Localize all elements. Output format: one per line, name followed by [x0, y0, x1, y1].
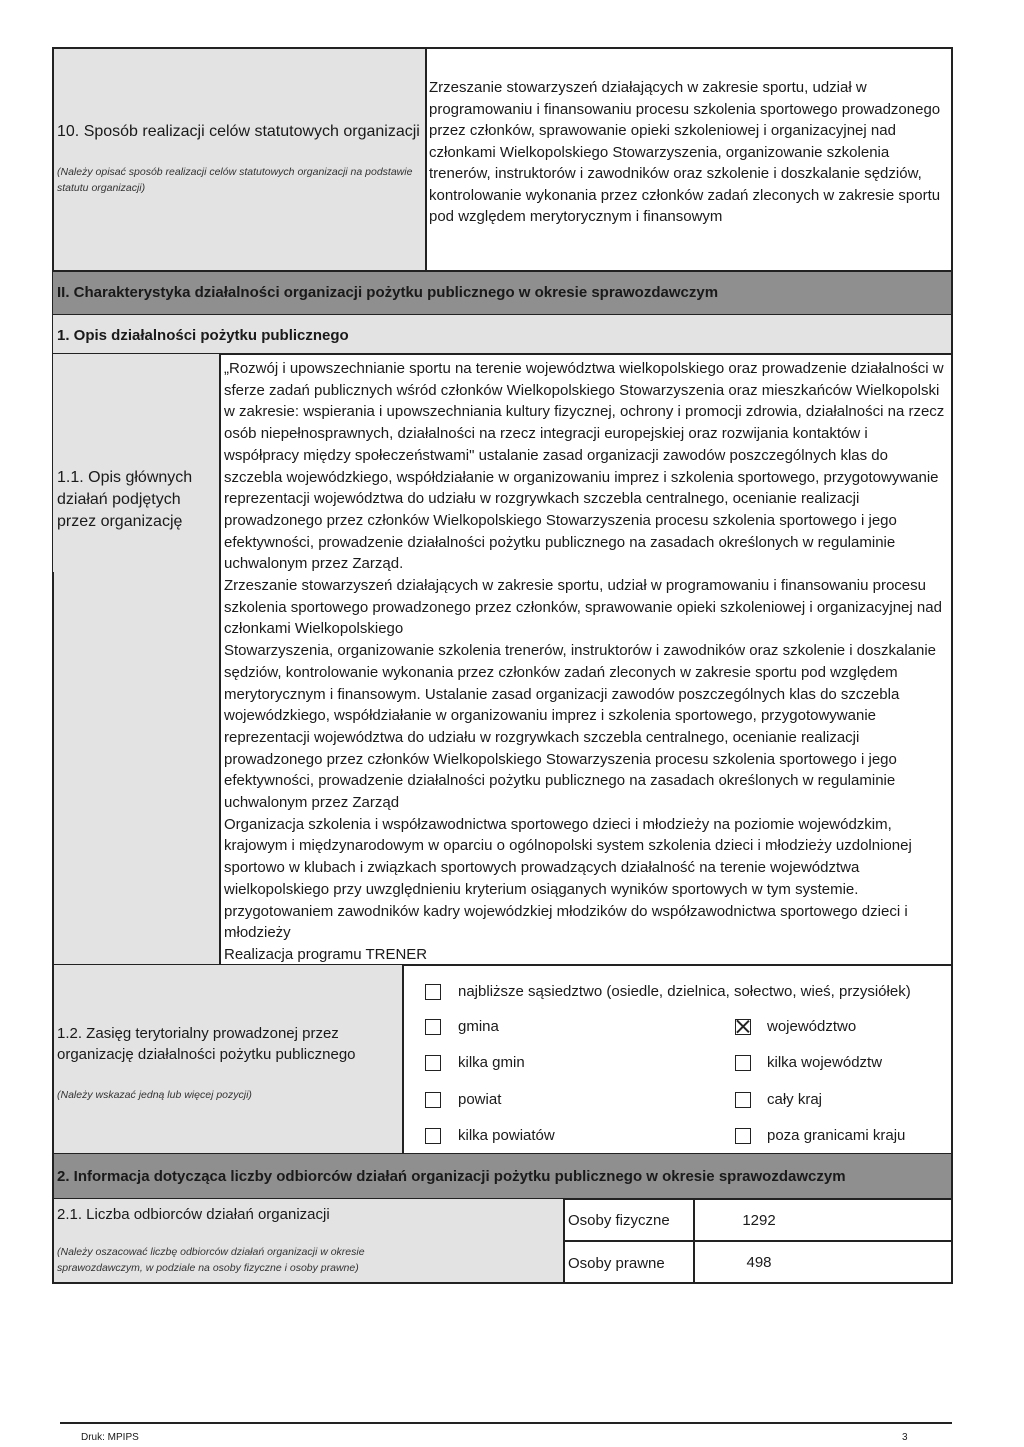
osoby-fizyczne-value: 1292 — [742, 1212, 776, 1229]
option-wojewodztwo: województwo — [767, 1018, 857, 1035]
s21-label: 2.1. Liczba odbiorców działań organizacji — [57, 1206, 330, 1223]
option-gmina: gmina — [458, 1018, 499, 1035]
footer-rule — [60, 1422, 952, 1424]
sub2-title: 2. Informacja dotycząca liczby odbiorców działań organizacji pożytku publicznego w okresie sprawozdawczym — [57, 1168, 846, 1185]
checkbox-kilka-powiatow[interactable] — [425, 1128, 441, 1144]
checkbox-kilka-wojewodztw[interactable] — [735, 1055, 751, 1071]
checkbox-sasiedztwo[interactable] — [425, 984, 441, 1000]
section10-text: Zrzeszanie stowarzyszeń działających w zakresie sportu, udział w programowaniu i finansowaniu procesu szkolenia sportowego prowadzonego przez członków, sprawowanie opieki szkoleniowej i organizacyjnej nad członkami Wielkopolskiego Stowarzyszenia, organizowanie szkolenia trenerów, instruktorów i zawodników oraz szkolenie i doszkalanie sędziów, kontrolowanie wykonania przez członków zadań zleconych w zakresie sportu pod względem merytorycznym i finansowym — [429, 79, 941, 225]
section10-label-cell — [53, 48, 426, 270]
option-poza-granicami: poza granicami kraju — [767, 1127, 906, 1144]
part2-header: II. Charakterystyka działalności organizacji pożytku publicznego w okresie sprawozdawczym — [57, 284, 719, 301]
checkbox-gmina[interactable] — [425, 1019, 441, 1035]
option-kilka-gmin: kilka gmin — [458, 1054, 525, 1071]
s11-label: 1.1. Opis głównych działań podjętych przez organizację — [57, 469, 193, 530]
s12-label: 1.2. Zasięg terytorialny prowadzonej przez organizację działalności pożytku publicznego — [57, 1025, 356, 1063]
checkbox-poza-granicami[interactable] — [735, 1128, 751, 1144]
footer-left: Druk: MPIPS — [81, 1432, 139, 1443]
page-number: 3 — [902, 1432, 908, 1443]
sub1-title: 1. Opis działalności pożytku publicznego — [57, 327, 349, 344]
option-caly-kraj: cały kraj — [767, 1091, 823, 1108]
checkbox-wojewodztwo[interactable] — [735, 1019, 751, 1035]
option-kilka-wojewodztw: kilka województw — [767, 1054, 883, 1071]
s11-text: „Rozwój i upowszechnianie sportu na terenie województwa wielkopolskiego oraz prowadzenie działalności w sferze zadań publicznych wśród członków Wielkopolskiego Stowarzyszenia oraz mieszkańców Wielkopolski w zakresie: wspierania i upowszechniania kultury fizycznej, ochrony i promocji zdrowia, działalności na rzecz osób niepełnosprawnych, działalności na rzecz integracji europejskiej oraz rozwijania kontaktów i współpracy między społeczeństwami" ustalanie zasad organizacji zawodów poszczególnych klas do szczebla wojewódzkiego, współdziałanie w organizowaniu imprez i szkolenia sportowego, przygotowywanie reprezentacji województwa do udziału w rozgrywkach szczebla centralnego, ocenianie realizacji prowadzonego przez członków Wielkopolskiego Stowarzyszenia procesu szkolenia sportowego i jego efektywności, prowadzenie działalności pożytku publicznego na zasadach określonych w regulaminie uchwalonym przez Zarząd. Zrzeszanie stowarzyszeń działających w zakresie sportu, udział w programowaniu i finansowaniu procesu szkolenia sportowego prowadzonego przez członków, sprawowanie opieki szkoleniowej i organizacyjnej nad członkami Wielkopolskiego Stowarzyszenia, organizowanie szkolenia trenerów, instruktorów i zawodników oraz szkolenie i doszkalanie sędziów, kontrolowanie wykonania przez członków zadań zleconych w zakresie sportu pod względem merytorycznym i finansowym. Ustalanie zasad organizacji zawodów poszczególnych klas do szczebla wojewódzkiego, współdziałanie w organizowaniu imprez i szkolenia sportowego, przygotowywanie reprezentacji województwa do udziału w rozgrywkach szczebla centralnego, ocenianie realizacji prowadzonego przez członków Wielkopolskiego Stowarzyszenia procesu szkolenia sportowego i jego efektywności, prowadzenie działalności pożytku publicznego na zasadach określonych w regulaminie uchwalonym przez Zarząd Organizacja szkolenia i współzawodnictwa sportowego dzieci i młodzieży na poziomie wojewódzkim, krajowym i międzynarodowym w oparciu o ogólnopolski system szkolenia dzieci i młodzieży uzdolnionej sportowo w klubach i związkach sportowych prowadzących działalność na terenie województwa wielkopolskiego przy uwzględnieniu kryterium osiąganych wyników sportowych w tym systemie. przygotowaniem zawodników kadry wojewódzkiej młodzików do współzawodnictwa sportowego dzieci i młodzieży Realizacja programu TRENER — [224, 360, 945, 963]
section10-hint: (Należy opisać sposób realizacji celów statutowych organizacji na podstawie statutu organizacji) — [57, 166, 413, 194]
checkbox-powiat[interactable] — [425, 1092, 441, 1108]
checkbox-caly-kraj[interactable] — [735, 1092, 751, 1108]
checkbox-kilka-gmin[interactable] — [425, 1055, 441, 1071]
option-powiat: powiat — [458, 1091, 502, 1108]
s12-hint: (Należy wskazać jedną lub więcej pozycji) — [57, 1089, 252, 1101]
section10-label: 10. Sposób realizacji celów statutowych organizacji — [57, 123, 420, 140]
osoby-prawne-label: Osoby prawne — [568, 1255, 665, 1272]
s11-label-cell — [53, 354, 220, 964]
osoby-prawne-value: 498 — [746, 1254, 772, 1271]
s21-hint: (Należy oszacować liczbę odbiorców działań organizacji w okresie sprawozdawczym, w podziale na osoby fizyczne i osoby prawne) — [57, 1246, 365, 1274]
option-kilka-powiatow: kilka powiatów — [458, 1127, 555, 1144]
osoby-fizyczne-label: Osoby fizyczne — [568, 1212, 670, 1229]
option-sasiedztwo: najbliższe sąsiedztwo (osiedle, dzielnica, sołectwo, wieś, przysiółek) — [458, 983, 911, 1000]
